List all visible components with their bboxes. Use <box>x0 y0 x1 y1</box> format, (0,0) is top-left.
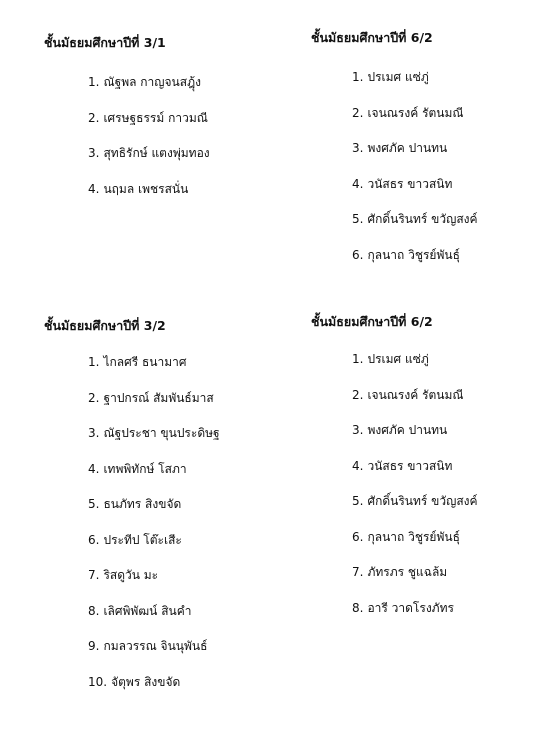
student-name: อารี วาดโรงภัทร <box>367 600 454 615</box>
student-name: ณัฐพล กาญจนสฎุ้ง <box>103 75 201 89</box>
section-title: ชั้นมัธยมศึกษาปีที่ 6/2 <box>311 30 433 45</box>
student-name: นฤมล เพชรสนั่น <box>103 181 189 196</box>
student-name: ปรเมศ แซ่ภู่ <box>367 70 429 84</box>
list-item: 3. ณัฐประชา ขุนประดิษฐ <box>88 426 220 440</box>
student-list <box>352 351 478 635</box>
list-item: 10. จัตุพร สิงขจัด <box>88 674 181 689</box>
student-name: กุลนาถ วิชูรย์พันธุ์ <box>367 529 460 544</box>
student-name: พงศภัค ปานทน <box>367 141 448 155</box>
list-item: 3. พงศภัค ปานทน <box>352 141 448 155</box>
list-item: 2. ฐาปกรณ์ สัมพันธ์มาส <box>88 390 214 405</box>
list-item: 5. ศักดิ์นรินทร์ ขวัญสงค์ <box>352 494 478 508</box>
list-item: 4. เทพพิทักษ์ โสภา <box>88 461 187 476</box>
student-name: สุทธิรักษ์ แตงพุ่มทอง <box>103 146 210 160</box>
student-name: เจนณรงค์ รัตนมณี <box>367 387 464 402</box>
list-item: 4. วนัสธร ขาวสนิท <box>352 176 453 191</box>
student-name: เทพพิทักษ์ โสภา <box>103 461 187 476</box>
student-name: ธนภัทร สิงขจัด <box>103 497 182 511</box>
list-item: 6. ประทีป โต๊ะเสีะ <box>88 532 182 547</box>
list-item: 4. นฤมล เพชรสนั่น <box>88 181 189 196</box>
student-list <box>352 69 478 282</box>
student-name: กุลนาถ วิชูรย์พันธุ์ <box>367 247 460 262</box>
list-item: 3. สุทธิรักษ์ แตงพุ่มทอง <box>88 146 210 160</box>
list-item: 5. ศักดิ์นรินทร์ ขวัญสงค์ <box>352 212 478 226</box>
student-name: พงศภัค ปานทน <box>367 423 448 437</box>
list-item: 9. กมลวรรณ จินนุพันธ์ <box>88 639 208 653</box>
class-section-3-1 <box>44 33 210 216</box>
section-title: ชั้นมัธยมศึกษาปีที่ 6/2 <box>311 314 433 329</box>
list-item: 2. เจนณรงค์ รัตนมณี <box>352 387 464 402</box>
student-name: ณัฐประชา ขุนประดิษฐ <box>103 426 220 440</box>
list-item: 1. ปรเมศ แซ่ภู่ <box>352 70 429 84</box>
student-name: กมลวรรณ จินนุพันธ์ <box>103 639 208 653</box>
student-name: ไกลศรี ธนามาศ <box>103 355 187 369</box>
list-item: 5. ธนภัทร สิงขจัด <box>88 497 182 511</box>
student-name: ศักดิ์นรินทร์ ขวัญสงค์ <box>367 494 478 508</box>
class-section-6-2-top <box>311 28 478 282</box>
student-list <box>88 354 220 709</box>
student-name: วนัสธร ขาวสนิท <box>367 176 453 191</box>
student-name: ภัทรภร ชูแฉล้ม <box>367 565 448 579</box>
list-item: 1. ไกลศรี ธนามาศ <box>88 355 187 369</box>
list-item: 7. ริสดูวัน มะ <box>88 568 159 582</box>
list-item: 7. ภัทรภร ชูแฉล้ม <box>352 565 448 579</box>
section-title: ชั้นมัธยมศึกษาปีที่ 3/2 <box>44 318 166 333</box>
list-item: 1. ปรเมศ แซ่ภู่ <box>352 352 429 366</box>
list-item: 4. วนัสธร ขาวสนิท <box>352 458 453 473</box>
list-item: 1. ณัฐพล กาญจนสฎุ้ง <box>88 75 201 89</box>
list-item: 2. เจนณรงค์ รัตนมณี <box>352 105 464 120</box>
list-item: 3. พงศภัค ปานทน <box>352 423 448 437</box>
list-item: 6. กุลนาถ วิชูรย์พันธุ์ <box>352 529 460 544</box>
student-name: ศักดิ์นรินทร์ ขวัญสงค์ <box>367 212 478 226</box>
student-name: ฐาปกรณ์ สัมพันธ์มาส <box>103 390 214 405</box>
student-name: เลิศพิพัฒน์ สินคำ <box>103 603 192 618</box>
student-name: ประทีป โต๊ะเสีะ <box>103 532 182 547</box>
list-item: 2. เศรษฐธรรม์ กาวมณี <box>88 110 208 125</box>
list-item: 8. อารี วาดโรงภัทร <box>352 600 454 615</box>
student-name: เจนณรงค์ รัตนมณี <box>367 105 464 120</box>
class-section-3-2 <box>44 316 220 709</box>
list-item: 8. เลิศพิพัฒน์ สินคำ <box>88 603 192 618</box>
student-name: ริสดูวัน มะ <box>103 568 159 582</box>
student-name: ปรเมศ แซ่ภู่ <box>367 352 429 366</box>
student-list <box>88 74 210 216</box>
student-name: เศรษฐธรรม์ กาวมณี <box>103 110 208 125</box>
list-item: 6. กุลนาถ วิชูรย์พันธุ์ <box>352 247 460 262</box>
class-section-6-2-bottom <box>311 312 478 635</box>
student-name: วนัสธร ขาวสนิท <box>367 458 453 473</box>
section-title: ชั้นมัธยมศึกษาปีที่ 3/1 <box>44 35 166 50</box>
student-name: จัตุพร สิงขจัด <box>111 674 181 689</box>
